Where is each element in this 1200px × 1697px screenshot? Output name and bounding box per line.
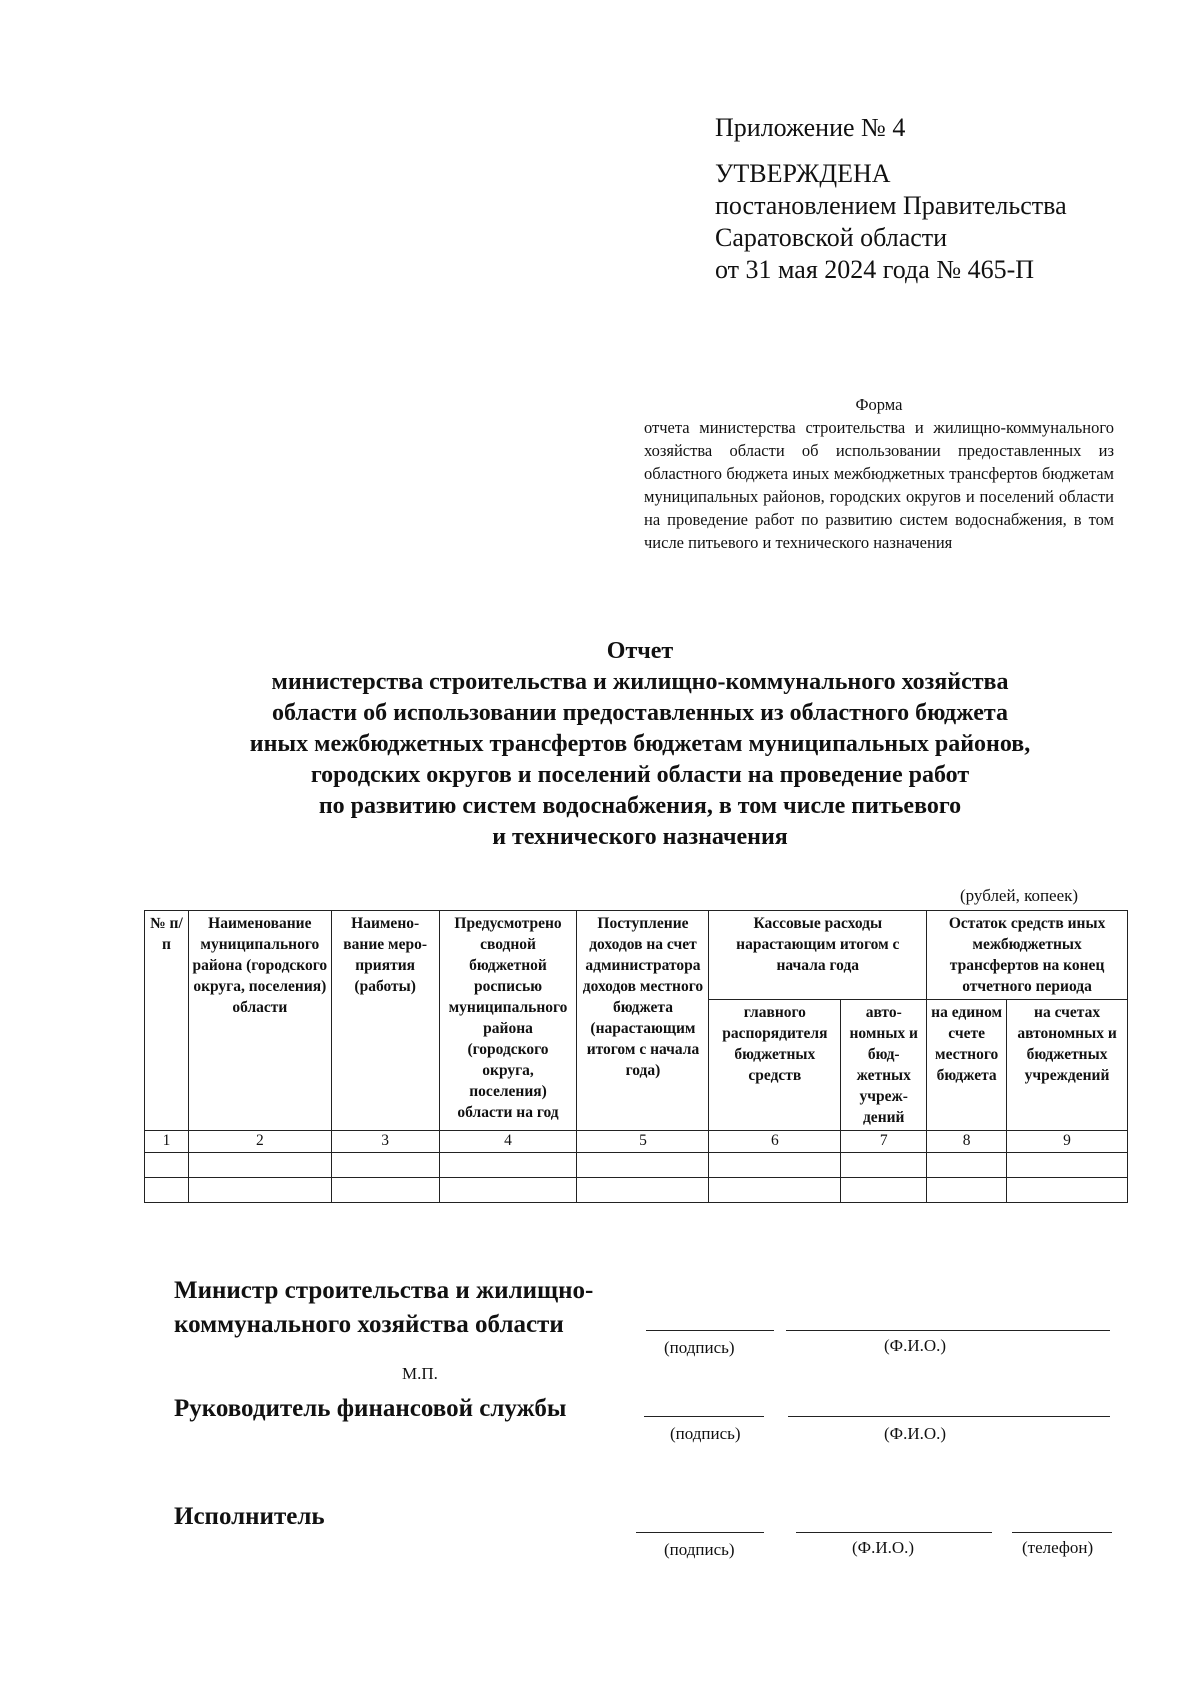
report-title-line-4: городских округов и поселений области на проведение работ (310, 762, 970, 788)
table-cell (331, 1153, 439, 1178)
executor-label: Исполнитель (174, 1503, 325, 1530)
minister-name-line (786, 1330, 1110, 1331)
minister-label-line-2: коммунального хозяйства области (174, 1311, 564, 1338)
report-title-line-6: и технического назначения (492, 824, 788, 850)
minister-label (174, 1274, 593, 1342)
table-cell (188, 1153, 331, 1178)
column-number: 9 (1007, 1131, 1128, 1153)
report-title-line-3: иных межбюджетных трансфертов бюджетам муниципальных районов, (249, 731, 1031, 757)
report-title (150, 636, 1130, 853)
header-cash-expenses: Кассовые расходы нарастающим итогом с начала года (709, 911, 927, 1000)
table-cell (439, 1153, 577, 1178)
table-cell (709, 1178, 841, 1203)
table-cell (927, 1153, 1007, 1178)
table-cell (841, 1153, 927, 1178)
appendix-number: Приложение № 4 (715, 113, 906, 142)
executor-phone-line (1012, 1532, 1112, 1533)
header-main-manager: главного распорядителя бюджетных средств (709, 1000, 841, 1131)
header-balance: Остаток средств иных межбюджетных трансфертов на конец отчетного периода (927, 911, 1128, 1000)
finance-name-line (788, 1416, 1110, 1417)
report-heading: Отчет (606, 638, 674, 664)
report-table (144, 910, 1128, 1203)
header-income: Поступление доходов на счет администратора доходов местного бюджета (нарастающим итогом с начала года) (577, 911, 709, 1131)
approval-line-1: постановлением Правительства (715, 191, 1067, 220)
table-cell (145, 1153, 189, 1178)
finance-name-caption: (Ф.И.О.) (884, 1424, 947, 1443)
table-cell (927, 1178, 1007, 1203)
header-single-account: на едином счете местного бюджета (927, 1000, 1007, 1131)
column-numbers-row (145, 1131, 1128, 1153)
table-row (145, 1178, 1128, 1203)
stamp-place: М.П. (402, 1364, 438, 1383)
approved-label: УТВЕРЖДЕНА (715, 159, 891, 188)
form-caption-title: Форма (855, 395, 903, 414)
executor-signature-caption: (подпись) (664, 1540, 735, 1559)
executor-name-caption: (Ф.И.О.) (852, 1538, 915, 1557)
finance-head-label: Руководитель финансовой службы (174, 1395, 567, 1422)
finance-signature-line (644, 1416, 764, 1417)
table-cell (1007, 1178, 1128, 1203)
report-title-line-1: министерства строительства и жилищно-коммунального хозяйства (271, 669, 1009, 695)
approval-line-3: от 31 мая 2024 года № 465-П (715, 255, 1035, 284)
form-caption (644, 393, 1114, 554)
header-activity: Наимено-вание меро-приятия (работы) (331, 911, 439, 1131)
column-number: 3 (331, 1131, 439, 1153)
executor-signature-line (636, 1532, 764, 1533)
executor-phone-caption: (телефон) (1022, 1538, 1094, 1557)
header-institution-accounts: на счетах автономных и бюджетных учреждений (1007, 1000, 1128, 1131)
minister-signature-caption: (подпись) (664, 1338, 735, 1357)
column-number: 8 (927, 1131, 1007, 1153)
table-cell (577, 1153, 709, 1178)
finance-signature-caption: (подпись) (670, 1424, 741, 1443)
header-row-1 (145, 911, 1128, 1000)
approval-line-2: Саратовской области (715, 223, 948, 252)
header-municipality: Наименование муниципального района (городского округа, поселения) области (188, 911, 331, 1131)
table-cell (709, 1153, 841, 1178)
column-number: 5 (577, 1131, 709, 1153)
header-institutions: авто-номных и бюд-жетных учреж-дений (841, 1000, 927, 1131)
minister-label-line-1: Министр строительства и жилищно- (174, 1277, 594, 1304)
table-row (145, 1153, 1128, 1178)
header-planned: Предусмотрено сводной бюджетной росписью муниципального района (городского округа, поселения) области на год (439, 911, 577, 1131)
appendix-block (715, 112, 1067, 286)
table-cell (188, 1178, 331, 1203)
executor-name-line (796, 1532, 992, 1533)
column-number: 6 (709, 1131, 841, 1153)
column-number: 2 (188, 1131, 331, 1153)
table-cell (331, 1178, 439, 1203)
form-caption-text: отчета министерства строительства и жилищно-коммунального хозяйства области об использовании предоставленных из областного бюджета иных межбюджетных трансфертов бюджетам муниципальных районов, городских округов и поселений области на проведение работ по развитию систем водоснабжения, в том числе питьевого и технического назначения (644, 418, 1114, 552)
header-number: № п/п (145, 911, 189, 1131)
minister-name-caption: (Ф.И.О.) (884, 1336, 947, 1355)
column-number: 1 (145, 1131, 189, 1153)
table-cell (1007, 1153, 1128, 1178)
table-cell (841, 1178, 927, 1203)
table-cell (439, 1178, 577, 1203)
report-title-line-5: по развитию систем водоснабжения, в том числе питьевого (318, 793, 962, 819)
report-title-line-2: области об использовании предоставленных из областного бюджета (271, 700, 1009, 726)
units-note: (рублей, копеек) (960, 886, 1079, 905)
column-number: 4 (439, 1131, 577, 1153)
column-number: 7 (841, 1131, 927, 1153)
minister-signature-line (646, 1330, 774, 1331)
table-cell (577, 1178, 709, 1203)
table-cell (145, 1178, 189, 1203)
